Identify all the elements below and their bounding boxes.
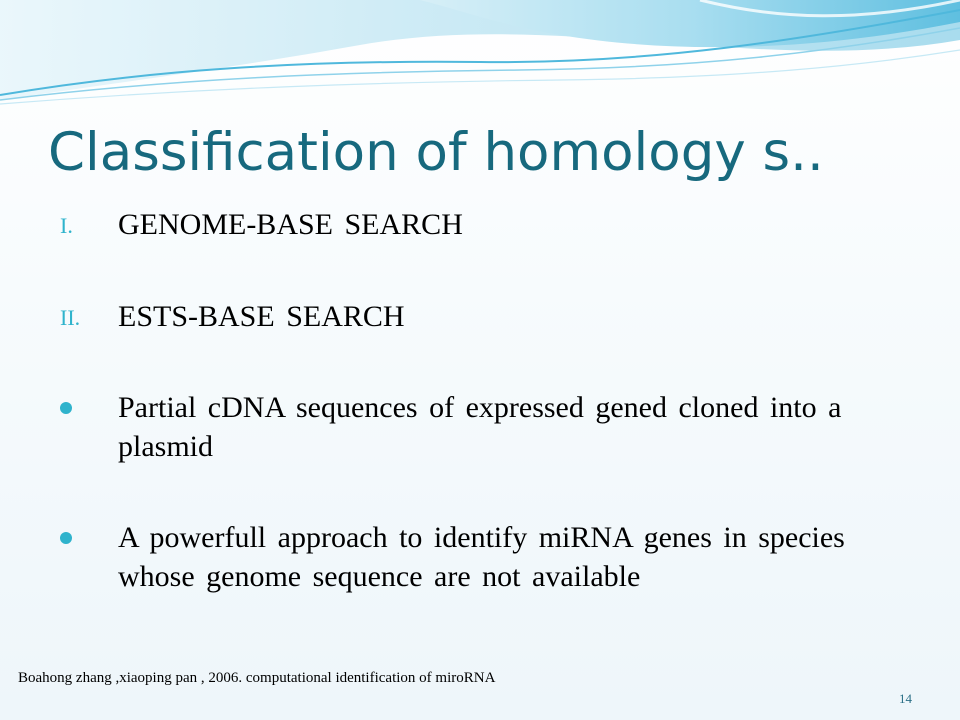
citation-footer: Boahong zhang ,xiaoping pan , 2006. computational identification of miroRNA (18, 670, 496, 686)
bullet-dot-icon (60, 402, 72, 414)
page-number: 14 (899, 691, 912, 706)
slide-title: Classification of homology s.. (48, 122, 824, 183)
bullet-item-text: Partial cDNA sequences of expressed gened cloned into a plasmid (118, 391, 842, 463)
roman-numeral-marker: II. (60, 305, 81, 330)
decorative-wave-header (0, 0, 960, 120)
bullet-item-text: A powerfull approach to identify miRNA genes in species whose genome sequence are not available (118, 521, 845, 593)
roman-numeral-marker: I. (60, 213, 73, 238)
list-item-text: ESTS-BASE SEARCH (118, 300, 405, 333)
list-item-text: GENOME-BASE SEARCH (118, 208, 463, 241)
bullet-dot-icon (60, 532, 72, 544)
